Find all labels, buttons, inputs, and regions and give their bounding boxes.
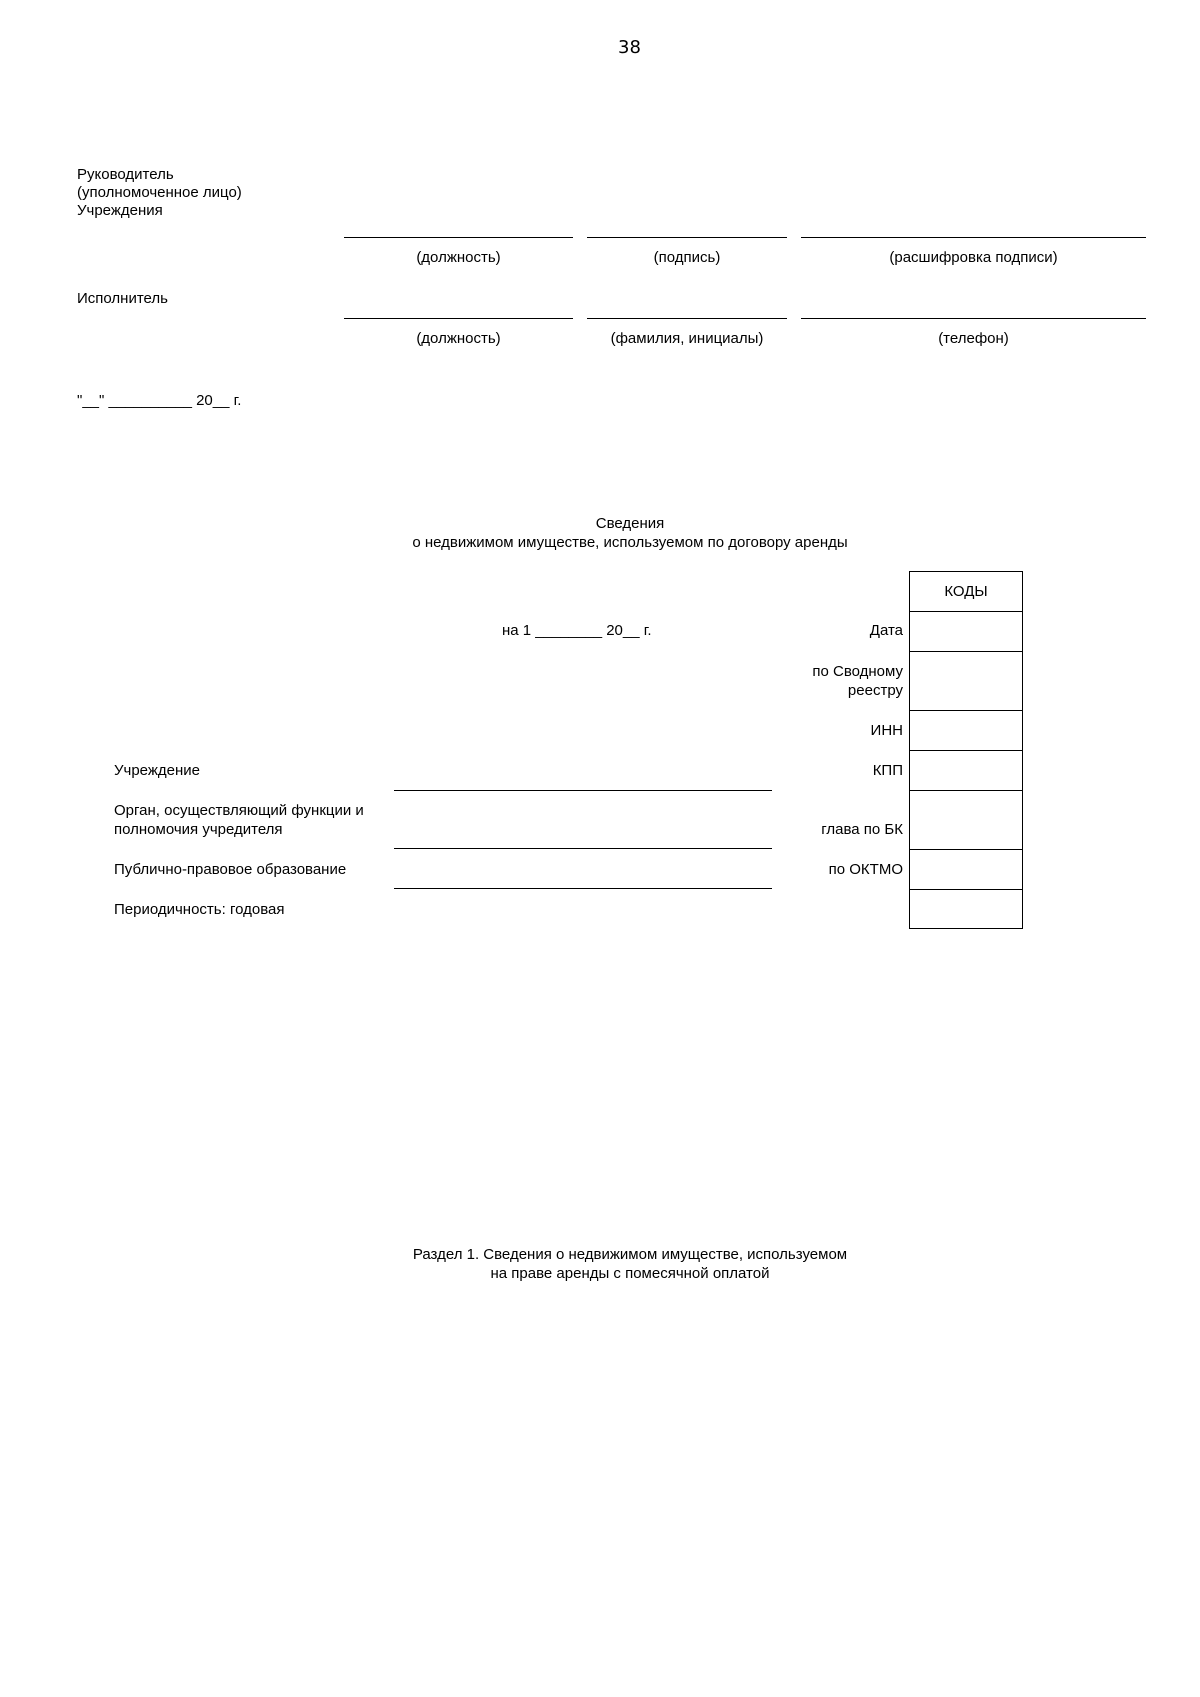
- code-cell-kpp[interactable]: [910, 751, 1022, 791]
- inn-label: ИНН: [870, 722, 903, 739]
- founder-label-line1: Орган, осуществляющий функции и: [114, 802, 364, 819]
- head-label-line: Учреждения: [77, 202, 163, 219]
- public-entity-label: Публично-правовое образование: [114, 861, 347, 878]
- report-date: на 1 ________ 20__ г.: [502, 622, 652, 639]
- head-label-line: Руководитель: [77, 166, 174, 183]
- date-label: Дата: [869, 622, 903, 639]
- public-entity-line[interactable]: [394, 888, 772, 889]
- section1-title-line2: на праве аренды с помесячной оплатой: [490, 1265, 770, 1282]
- section1-title-line1: Раздел 1. Сведения о недвижимом имуществе, используемом: [412, 1246, 848, 1263]
- head-label: [77, 166, 242, 220]
- registry-label-line1: по Сводному: [812, 663, 903, 680]
- executor-name-caption: (фамилия, инициалы): [610, 330, 764, 347]
- head-signature-transcript-line[interactable]: [801, 237, 1146, 238]
- code-cell-periodicity[interactable]: [910, 890, 1022, 928]
- periodicity-label: Периодичность: годовая: [114, 901, 285, 918]
- form-title-line1: Сведения: [595, 515, 665, 532]
- executor-label: Исполнитель: [77, 290, 168, 307]
- head-signature-caption: (подпись): [653, 249, 721, 266]
- executor-position-line[interactable]: [344, 318, 573, 319]
- signature-date: "__" __________ 20__ г.: [77, 392, 242, 409]
- founder-line[interactable]: [394, 848, 772, 849]
- head-transcript-caption: (расшифровка подписи): [889, 249, 1058, 266]
- institution-label: Учреждение: [114, 762, 200, 779]
- head-signature-line[interactable]: [587, 237, 787, 238]
- executor-position-caption: (должность): [416, 330, 501, 347]
- code-cell-inn[interactable]: [910, 711, 1022, 751]
- head-position-caption: (должность): [416, 249, 501, 266]
- codes-table: [909, 571, 1023, 929]
- kpp-label: КПП: [872, 762, 903, 779]
- code-cell-oktmo[interactable]: [910, 850, 1022, 890]
- executor-phone-line[interactable]: [801, 318, 1146, 319]
- form-title-line2: о недвижимом имуществе, используемом по договору аренды: [412, 534, 848, 551]
- code-cell-date[interactable]: [910, 612, 1022, 652]
- institution-line[interactable]: [394, 790, 772, 791]
- code-cell-registry[interactable]: [910, 652, 1022, 711]
- founder-label-line2: полномочия учредителя: [114, 821, 283, 838]
- codes-header: КОДЫ: [910, 572, 1022, 612]
- code-cell-bk[interactable]: [910, 791, 1022, 850]
- head-position-line[interactable]: [344, 237, 573, 238]
- executor-phone-caption: (телефон): [938, 330, 1009, 347]
- executor-name-line[interactable]: [587, 318, 787, 319]
- bk-label: глава по БК: [821, 821, 903, 838]
- oktmo-label: по ОКТМО: [828, 861, 903, 878]
- page-number: 38: [618, 37, 641, 58]
- head-label-line: (уполномоченное лицо): [77, 184, 242, 201]
- registry-label-line2: реестру: [847, 682, 903, 699]
